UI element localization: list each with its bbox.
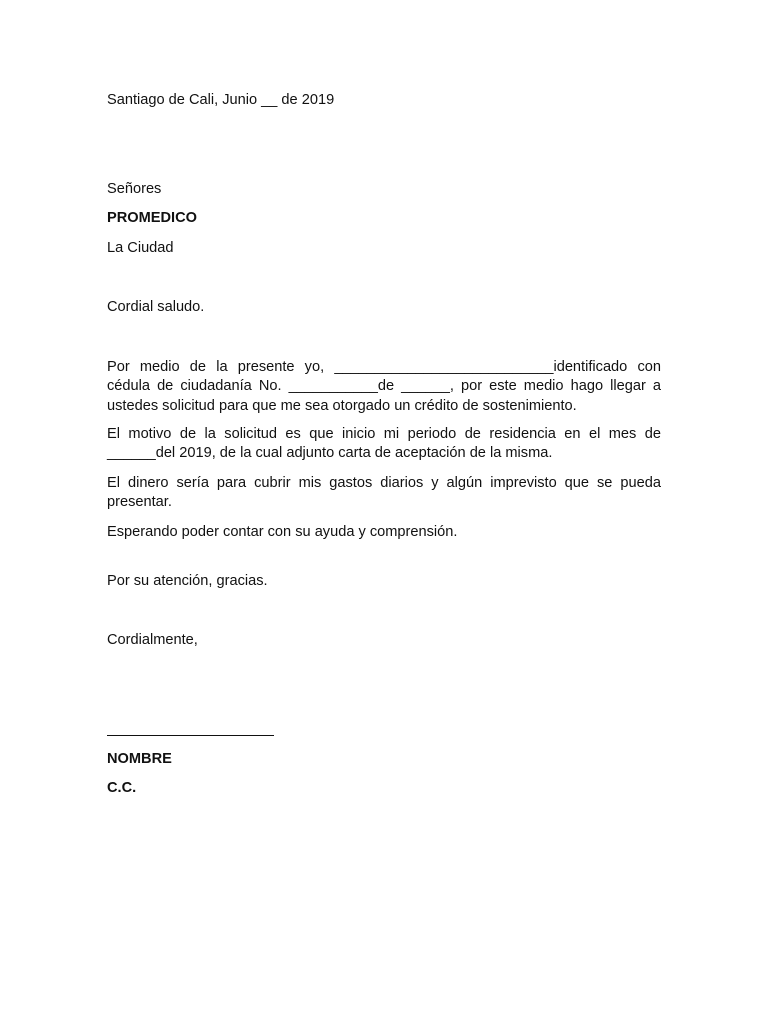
signature-line — [107, 735, 274, 736]
recipient-salutation: Señores — [107, 181, 162, 197]
paragraph-line: El motivo de la solicitud es que inicio mi periodo de residencia en el mes de — [107, 426, 661, 442]
paragraph-line: presentar. — [107, 494, 172, 511]
recipient-city: La Ciudad — [107, 240, 174, 256]
paragraph-line: Por medio de la presente yo, ___________________________identificado con — [107, 359, 661, 375]
signature-name: NOMBRE — [107, 751, 172, 767]
body-paragraph-3 — [107, 474, 661, 513]
closing: Cordialmente, — [107, 632, 198, 648]
thanks: Por su atención, gracias. — [107, 573, 268, 589]
body-paragraph-4 — [107, 523, 661, 542]
paragraph-line: El dinero sería para cubrir mis gastos diarios y algún imprevisto que se pueda — [107, 475, 661, 491]
paragraph-line: ustedes solicitud para que me sea otorgado un crédito de sostenimiento. — [107, 397, 577, 414]
signature-id: C.C. — [107, 780, 137, 796]
body-paragraph-1 — [107, 358, 661, 416]
paragraph-line: ______del 2019, de la cual adjunto carta de aceptación de la misma. — [107, 445, 553, 462]
paragraph-line: cédula de ciudadanía No. ___________de ______, por este medio hago llegar a — [107, 378, 661, 395]
greeting: Cordial saludo. — [107, 299, 205, 315]
body-paragraph-2 — [107, 425, 661, 464]
place-date: Santiago de Cali, Junio __ de 2019 — [107, 92, 335, 108]
paragraph-line: Esperando poder contar con su ayuda y comprensión. — [107, 524, 458, 540]
recipient-company: PROMEDICO — [107, 210, 197, 226]
